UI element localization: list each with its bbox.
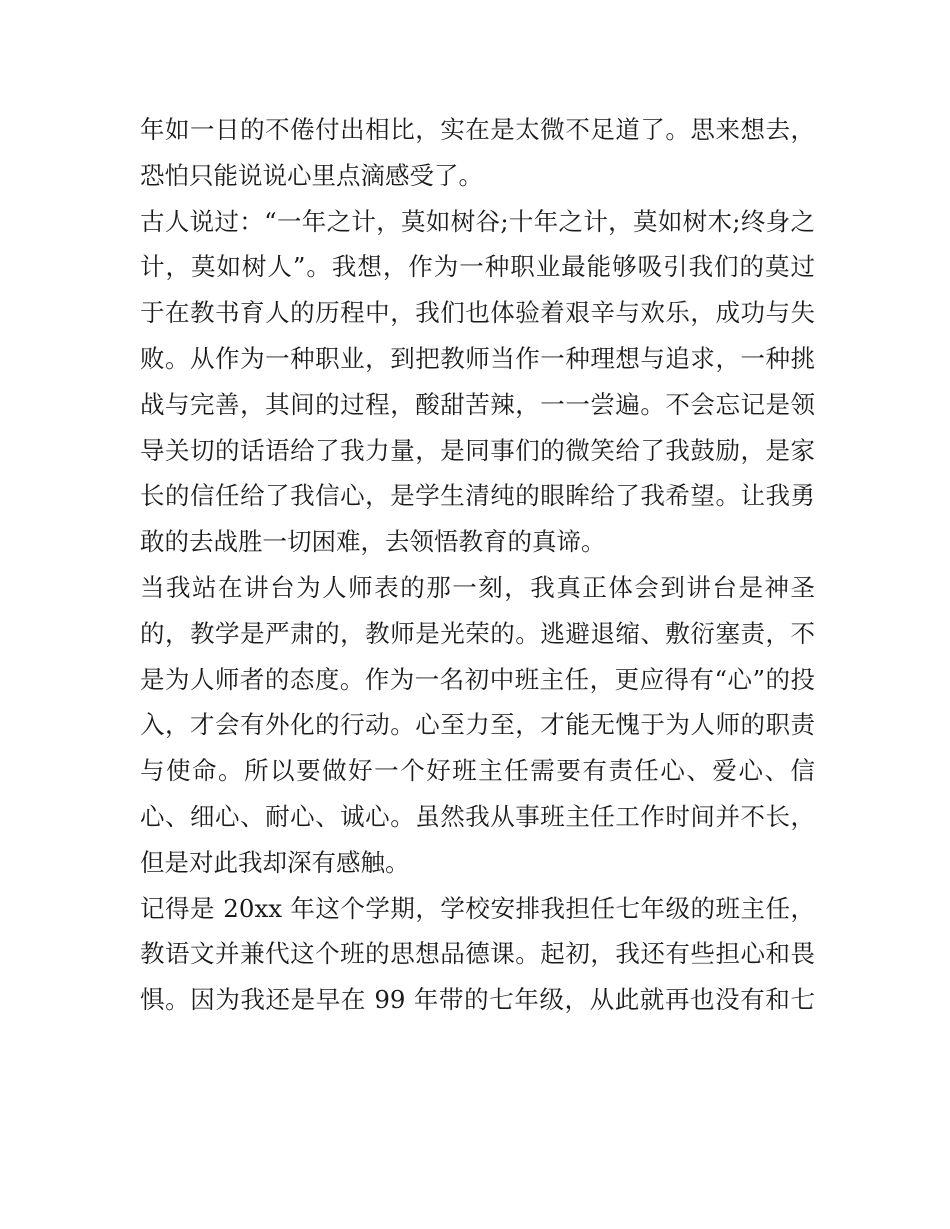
text-line: 的，教学是严肃的，教师是光荣的。逃避退缩、敷衍塞责，不	[140, 618, 815, 648]
text-line: 年如一日的不倦付出相比，实在是太微不足道了。思来想去，	[140, 115, 815, 144]
text-line: 战与完善，其间的过程，酸甜苦辣，一一尝遍。不会忘记是领	[140, 389, 815, 419]
text-line: 败。从作为一种职业，到把教师当作一种理想与追求，一种挑	[140, 343, 815, 373]
text-line: 与使命。所以要做好一个好班主任需要有责任心、爱心、信	[140, 756, 815, 786]
text-line: 导关切的话语给了我力量，是同事们的微笑给了我鼓励，是家	[140, 435, 815, 465]
text-line: 古人说过：“一年之计，莫如树谷;十年之计，莫如树木;终身之	[140, 206, 815, 236]
text-line: 入，才会有外化的行动。心至力至，才能无愧于为人师的职责	[140, 710, 815, 740]
document-body	[140, 107, 815, 1023]
text-line: 长的信任给了我信心，是学生清纯的眼眸给了我希望。让我勇	[140, 481, 815, 511]
text-line: 当我站在讲台为人师表的那一刻，我真正体会到讲台是神圣	[140, 572, 815, 602]
text-line: 是为人师者的态度。作为一名初中班主任，更应得有“心”的投	[140, 664, 815, 694]
text-line: 恐怕只能说说心里点滴感受了。	[140, 160, 483, 190]
text-line: 但是对此我却深有感触。	[140, 847, 410, 877]
text-line: 敢的去战胜一切困难，去领悟教育的真谛。	[140, 527, 606, 557]
text-line: 计，莫如树人”。我想，作为一种职业最能够吸引我们的莫过	[140, 252, 815, 282]
text-line: 教语文并兼代这个班的思想品德课。起初，我还有些担心和畏	[140, 939, 815, 969]
text-line: 心、细心、耐心、诚心。虽然我从事班主任工作时间并不长，	[140, 801, 815, 831]
text-line: 于在教书育人的历程中，我们也体验着艰辛与欢乐，成功与失	[140, 298, 815, 328]
text-line: 惧。因为我还是早在 99 年带的七年级，从此就再也没有和七	[140, 985, 815, 1015]
text-line: 记得是 20xx 年这个学期，学校安排我担任七年级的班主任，	[140, 893, 815, 923]
